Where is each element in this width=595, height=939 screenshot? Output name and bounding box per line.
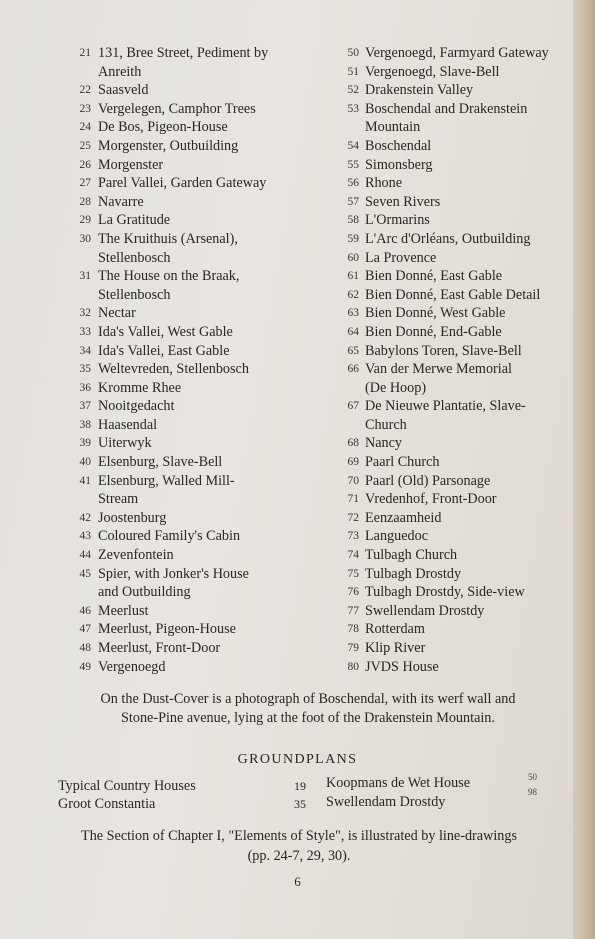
plate-number: 64 bbox=[347, 325, 359, 338]
page-number: 6 bbox=[294, 874, 301, 889]
plate-title: Rotterdam bbox=[365, 621, 425, 638]
plate-title: L'Arc d'Orléans, Outbuilding bbox=[365, 230, 531, 247]
plate-number: 29 bbox=[79, 214, 91, 227]
plate-number: 79 bbox=[347, 642, 359, 654]
plate-title: Elsenburg, Walled Mill- bbox=[98, 472, 235, 489]
plate-number: 59 bbox=[347, 232, 359, 245]
plate-title: Parel Vallei, Garden Gateway bbox=[98, 175, 267, 192]
plate-entry bbox=[333, 267, 573, 286]
plate-title: L'Ormarins bbox=[365, 212, 430, 229]
plate-entry bbox=[58, 434, 323, 453]
plate-title: Uiterwyk bbox=[98, 435, 152, 452]
plate-title: Paarl Church bbox=[365, 454, 440, 471]
plate-entry bbox=[58, 137, 323, 156]
plate-number: 36 bbox=[79, 381, 91, 394]
plate-title: Tulbagh Drostdy, Side-view bbox=[365, 584, 525, 601]
plate-entry bbox=[333, 472, 573, 491]
plate-number: 65 bbox=[347, 344, 359, 357]
plate-number: 46 bbox=[79, 604, 91, 617]
plate-entry bbox=[58, 360, 323, 379]
plate-entry bbox=[333, 174, 573, 193]
plate-number: 51 bbox=[347, 65, 359, 78]
plate-number: 41 bbox=[79, 474, 91, 487]
plate-number: 34 bbox=[79, 344, 91, 357]
plate-entry bbox=[58, 658, 323, 677]
plate-entry bbox=[333, 565, 573, 584]
plate-number: 67 bbox=[347, 400, 359, 413]
plate-number: 53 bbox=[347, 102, 359, 115]
plate-title: Mountain bbox=[365, 119, 421, 136]
plate-title: Spier, with Jonker's House bbox=[98, 565, 249, 582]
plate-title: Meerlust bbox=[98, 602, 149, 619]
groundplan-page: 19 bbox=[294, 779, 306, 793]
plate-title: Vergenoegd, Slave-Bell bbox=[365, 63, 500, 80]
plate-number: 63 bbox=[347, 307, 359, 320]
plate-entry bbox=[333, 211, 573, 230]
plate-entry bbox=[333, 100, 573, 119]
plate-title: Simonsberg bbox=[365, 156, 433, 173]
plate-entry bbox=[333, 323, 573, 342]
plate-number: 50 bbox=[347, 47, 359, 59]
plate-entry bbox=[58, 602, 323, 621]
plate-number: 30 bbox=[79, 232, 91, 245]
dust-cover-line: On the Dust-Cover is a photograph of Boschendal, with its werf wall and bbox=[100, 691, 516, 707]
plate-entry bbox=[333, 342, 573, 361]
plate-title: Van der Merwe Memorial bbox=[365, 361, 512, 378]
plate-number: 48 bbox=[79, 642, 91, 654]
plate-title: Eenzaamheid bbox=[365, 509, 442, 526]
plate-number: 57 bbox=[347, 195, 359, 208]
plate-entry bbox=[58, 379, 323, 398]
plate-entry bbox=[333, 639, 573, 658]
plate-number: 35 bbox=[79, 363, 91, 376]
plate-title: Navarre bbox=[98, 193, 144, 210]
plate-entry bbox=[58, 342, 323, 361]
plate-entry bbox=[333, 360, 573, 379]
plate-title: Morgenster, Outbuilding bbox=[98, 137, 239, 154]
plate-title: Stellenbosch bbox=[98, 286, 171, 303]
plate-entry bbox=[333, 44, 573, 63]
plate-title: Bien Donné, East Gable bbox=[365, 268, 503, 285]
plate-number: 71 bbox=[347, 493, 359, 506]
plate-entry bbox=[58, 174, 323, 193]
section-note-line: (pp. 24-7, 29, 30). bbox=[247, 848, 351, 864]
plate-number: 45 bbox=[79, 567, 91, 580]
plate-entry bbox=[333, 490, 573, 509]
plate-entry bbox=[58, 118, 323, 137]
plate-title: De Nieuwe Plantatie, Slave- bbox=[365, 398, 526, 415]
dust-cover-note bbox=[58, 690, 558, 728]
plate-entry bbox=[333, 118, 573, 137]
plate-number: 32 bbox=[79, 307, 91, 320]
plate-number: 44 bbox=[79, 549, 91, 562]
plate-number: 69 bbox=[347, 456, 359, 469]
plate-title: Drakenstein Valley bbox=[365, 82, 474, 99]
plate-title: Kromme Rhee bbox=[98, 379, 182, 396]
left-plate-list bbox=[58, 44, 323, 676]
plate-title: Coloured Family's Cabin bbox=[98, 528, 241, 545]
plate-entry bbox=[58, 230, 323, 249]
plate-entry bbox=[58, 193, 323, 212]
plate-entry bbox=[333, 137, 573, 156]
groundplan-name: Groot Constantia bbox=[58, 796, 156, 812]
plate-number: 22 bbox=[79, 84, 91, 97]
plate-title: The House on the Braak, bbox=[98, 268, 240, 285]
plate-entry bbox=[333, 156, 573, 175]
plate-number: 37 bbox=[79, 400, 91, 413]
plate-entry bbox=[58, 639, 323, 658]
plate-title: Rhone bbox=[365, 175, 403, 192]
plate-number: 68 bbox=[347, 437, 359, 450]
plate-entry bbox=[333, 397, 573, 416]
plate-number: 61 bbox=[347, 270, 359, 283]
plate-entry bbox=[58, 81, 323, 100]
plate-entry bbox=[58, 453, 323, 472]
plate-title: Tulbagh Church bbox=[365, 547, 458, 564]
plate-title: Klip River bbox=[365, 640, 426, 656]
plate-number: 38 bbox=[79, 418, 91, 431]
plate-number: 73 bbox=[347, 530, 359, 543]
plate-entry bbox=[58, 565, 323, 584]
plate-title: Swellendam Drostdy bbox=[365, 602, 485, 619]
plate-title: Tulbagh Drostdy bbox=[365, 565, 462, 582]
plate-number: 56 bbox=[347, 177, 359, 190]
plate-title: Bien Donné, West Gable bbox=[365, 305, 506, 322]
plate-number: 27 bbox=[79, 177, 91, 190]
plate-title: Morgenster bbox=[98, 156, 164, 173]
plate-entry bbox=[333, 249, 573, 268]
plate-title: Vergelegen, Camphor Trees bbox=[98, 100, 256, 117]
plate-title: Stream bbox=[98, 491, 139, 508]
plate-entry bbox=[58, 397, 323, 416]
plate-number: 21 bbox=[79, 47, 91, 59]
plate-number: 70 bbox=[347, 474, 359, 487]
right-plate-list bbox=[333, 44, 573, 676]
plate-title: Babylons Toren, Slave-Bell bbox=[365, 342, 522, 359]
groundplan-page: 35 bbox=[294, 797, 306, 811]
plate-entry bbox=[58, 546, 323, 565]
plate-title: Ida's Vallei, East Gable bbox=[98, 342, 230, 359]
section-note bbox=[56, 826, 542, 866]
plate-number: 72 bbox=[347, 511, 359, 524]
plate-entry bbox=[333, 379, 573, 398]
plate-entry bbox=[333, 286, 573, 305]
plate-title: Meerlust, Pigeon-House bbox=[98, 621, 236, 638]
plate-entry bbox=[58, 304, 323, 323]
plate-entry bbox=[333, 416, 573, 435]
plate-title: Paarl (Old) Parsonage bbox=[365, 472, 491, 489]
plate-entry bbox=[58, 509, 323, 528]
plate-title: Elsenburg, Slave-Bell bbox=[98, 454, 223, 471]
plate-title: Nectar bbox=[98, 305, 136, 322]
groundplan-name: Koopmans de Wet House bbox=[326, 775, 470, 791]
plate-title: (De Hoop) bbox=[365, 379, 427, 396]
plate-number: 26 bbox=[79, 158, 91, 171]
plate-entry bbox=[333, 230, 573, 249]
plate-entry bbox=[58, 100, 323, 119]
plate-entry bbox=[333, 658, 573, 677]
plate-number: 80 bbox=[347, 660, 359, 673]
plate-entry bbox=[333, 620, 573, 639]
plate-entry bbox=[58, 211, 323, 230]
plate-entry bbox=[58, 44, 323, 63]
plate-entry bbox=[58, 472, 323, 491]
groundplans-heading: GROUNDPLANS bbox=[237, 752, 358, 767]
plate-entry bbox=[58, 286, 323, 305]
plate-entry bbox=[58, 249, 323, 268]
plate-number: 66 bbox=[347, 363, 359, 376]
plate-title: 131, Bree Street, Pediment by bbox=[98, 45, 269, 61]
plate-title: Anreith bbox=[98, 63, 142, 80]
plate-entry bbox=[58, 156, 323, 175]
plate-title: Nancy bbox=[365, 435, 403, 452]
plate-entry bbox=[333, 509, 573, 528]
plate-title: Saasveld bbox=[98, 82, 149, 99]
plate-title: Vredenhof, Front-Door bbox=[365, 491, 497, 508]
plate-title: Zevenfontein bbox=[98, 547, 174, 564]
plate-title: Bien Donné, End-Gable bbox=[365, 323, 502, 340]
plate-title: Haasendal bbox=[98, 416, 158, 433]
plate-number: 76 bbox=[347, 586, 359, 599]
plate-entry bbox=[333, 602, 573, 621]
plate-number: 55 bbox=[347, 158, 359, 171]
plate-entry bbox=[333, 63, 573, 82]
plate-title: De Bos, Pigeon-House bbox=[98, 119, 228, 136]
plate-title: Boschendal bbox=[365, 137, 432, 154]
plate-title: Boschendal and Drakenstein bbox=[365, 100, 528, 117]
plate-title: Stellenbosch bbox=[98, 249, 171, 266]
plate-number: 40 bbox=[79, 456, 91, 469]
plate-entry bbox=[58, 490, 323, 509]
plate-entry bbox=[58, 63, 323, 82]
dust-cover-line: Stone-Pine avenue, lying at the foot of the Drakenstein Mountain. bbox=[121, 710, 495, 726]
plate-title: Joostenburg bbox=[98, 509, 167, 526]
plate-entry bbox=[333, 434, 573, 453]
plate-entry bbox=[58, 620, 323, 639]
plate-number: 39 bbox=[79, 437, 91, 450]
plate-number: 28 bbox=[79, 195, 91, 208]
plate-number: 62 bbox=[347, 288, 359, 301]
plate-number: 60 bbox=[347, 251, 359, 264]
plate-title: Vergenoegd, Farmyard Gateway bbox=[365, 45, 549, 61]
plate-number: 42 bbox=[79, 511, 91, 524]
plate-title: and Outbuilding bbox=[98, 584, 191, 601]
plate-entry bbox=[58, 527, 323, 546]
plate-entry bbox=[58, 583, 323, 602]
plate-title: Ida's Vallei, West Gable bbox=[98, 323, 233, 340]
plate-title: Bien Donné, East Gable Detail bbox=[365, 286, 541, 303]
plate-title: Seven Rivers bbox=[365, 193, 441, 210]
plate-number: 78 bbox=[347, 623, 359, 636]
plate-title: JVDS House bbox=[365, 658, 439, 675]
plate-title: Languedoc bbox=[365, 528, 429, 545]
plate-number: 49 bbox=[79, 660, 91, 673]
plate-title: Weltevreden, Stellenbosch bbox=[98, 361, 249, 378]
plate-title: Meerlust, Front-Door bbox=[98, 640, 221, 656]
plate-entry bbox=[58, 416, 323, 435]
plate-number: 75 bbox=[347, 567, 359, 580]
plate-number: 24 bbox=[79, 121, 91, 134]
plate-number: 25 bbox=[79, 139, 91, 152]
page-edge bbox=[573, 0, 595, 939]
groundplan-page: 98 bbox=[528, 787, 537, 797]
plate-number: 23 bbox=[79, 102, 91, 115]
groundplan-name: Typical Country Houses bbox=[58, 778, 196, 794]
plate-entry bbox=[333, 583, 573, 602]
plate-number: 54 bbox=[347, 139, 359, 152]
plate-number: 33 bbox=[79, 325, 91, 338]
groundplan-page: 50 bbox=[528, 772, 537, 782]
plate-title: La Gratitude bbox=[98, 212, 171, 229]
plate-entry bbox=[333, 527, 573, 546]
plate-number: 47 bbox=[79, 623, 91, 636]
plate-entry bbox=[333, 304, 573, 323]
plate-title: Church bbox=[365, 416, 407, 433]
plate-entry bbox=[333, 453, 573, 472]
plate-number: 31 bbox=[79, 270, 91, 283]
plate-title: Vergenoegd bbox=[98, 658, 166, 675]
section-note-line: The Section of Chapter I, "Elements of Style", is illustrated by line-drawings bbox=[81, 828, 517, 844]
plate-number: 74 bbox=[347, 549, 359, 562]
plate-title: Nooitgedacht bbox=[98, 398, 175, 415]
plate-title: The Kruithuis (Arsenal), bbox=[98, 230, 238, 247]
plate-title: La Provence bbox=[365, 249, 437, 266]
plate-entry bbox=[333, 81, 573, 100]
groundplan-name: Swellendam Drostdy bbox=[326, 794, 446, 810]
plate-number: 77 bbox=[347, 604, 359, 617]
plate-number: 58 bbox=[347, 214, 359, 227]
plate-entry bbox=[333, 546, 573, 565]
plate-number: 52 bbox=[347, 84, 359, 97]
plate-entry bbox=[333, 193, 573, 212]
plate-entry bbox=[58, 323, 323, 342]
plate-entry bbox=[58, 267, 323, 286]
plate-number: 43 bbox=[79, 530, 91, 543]
